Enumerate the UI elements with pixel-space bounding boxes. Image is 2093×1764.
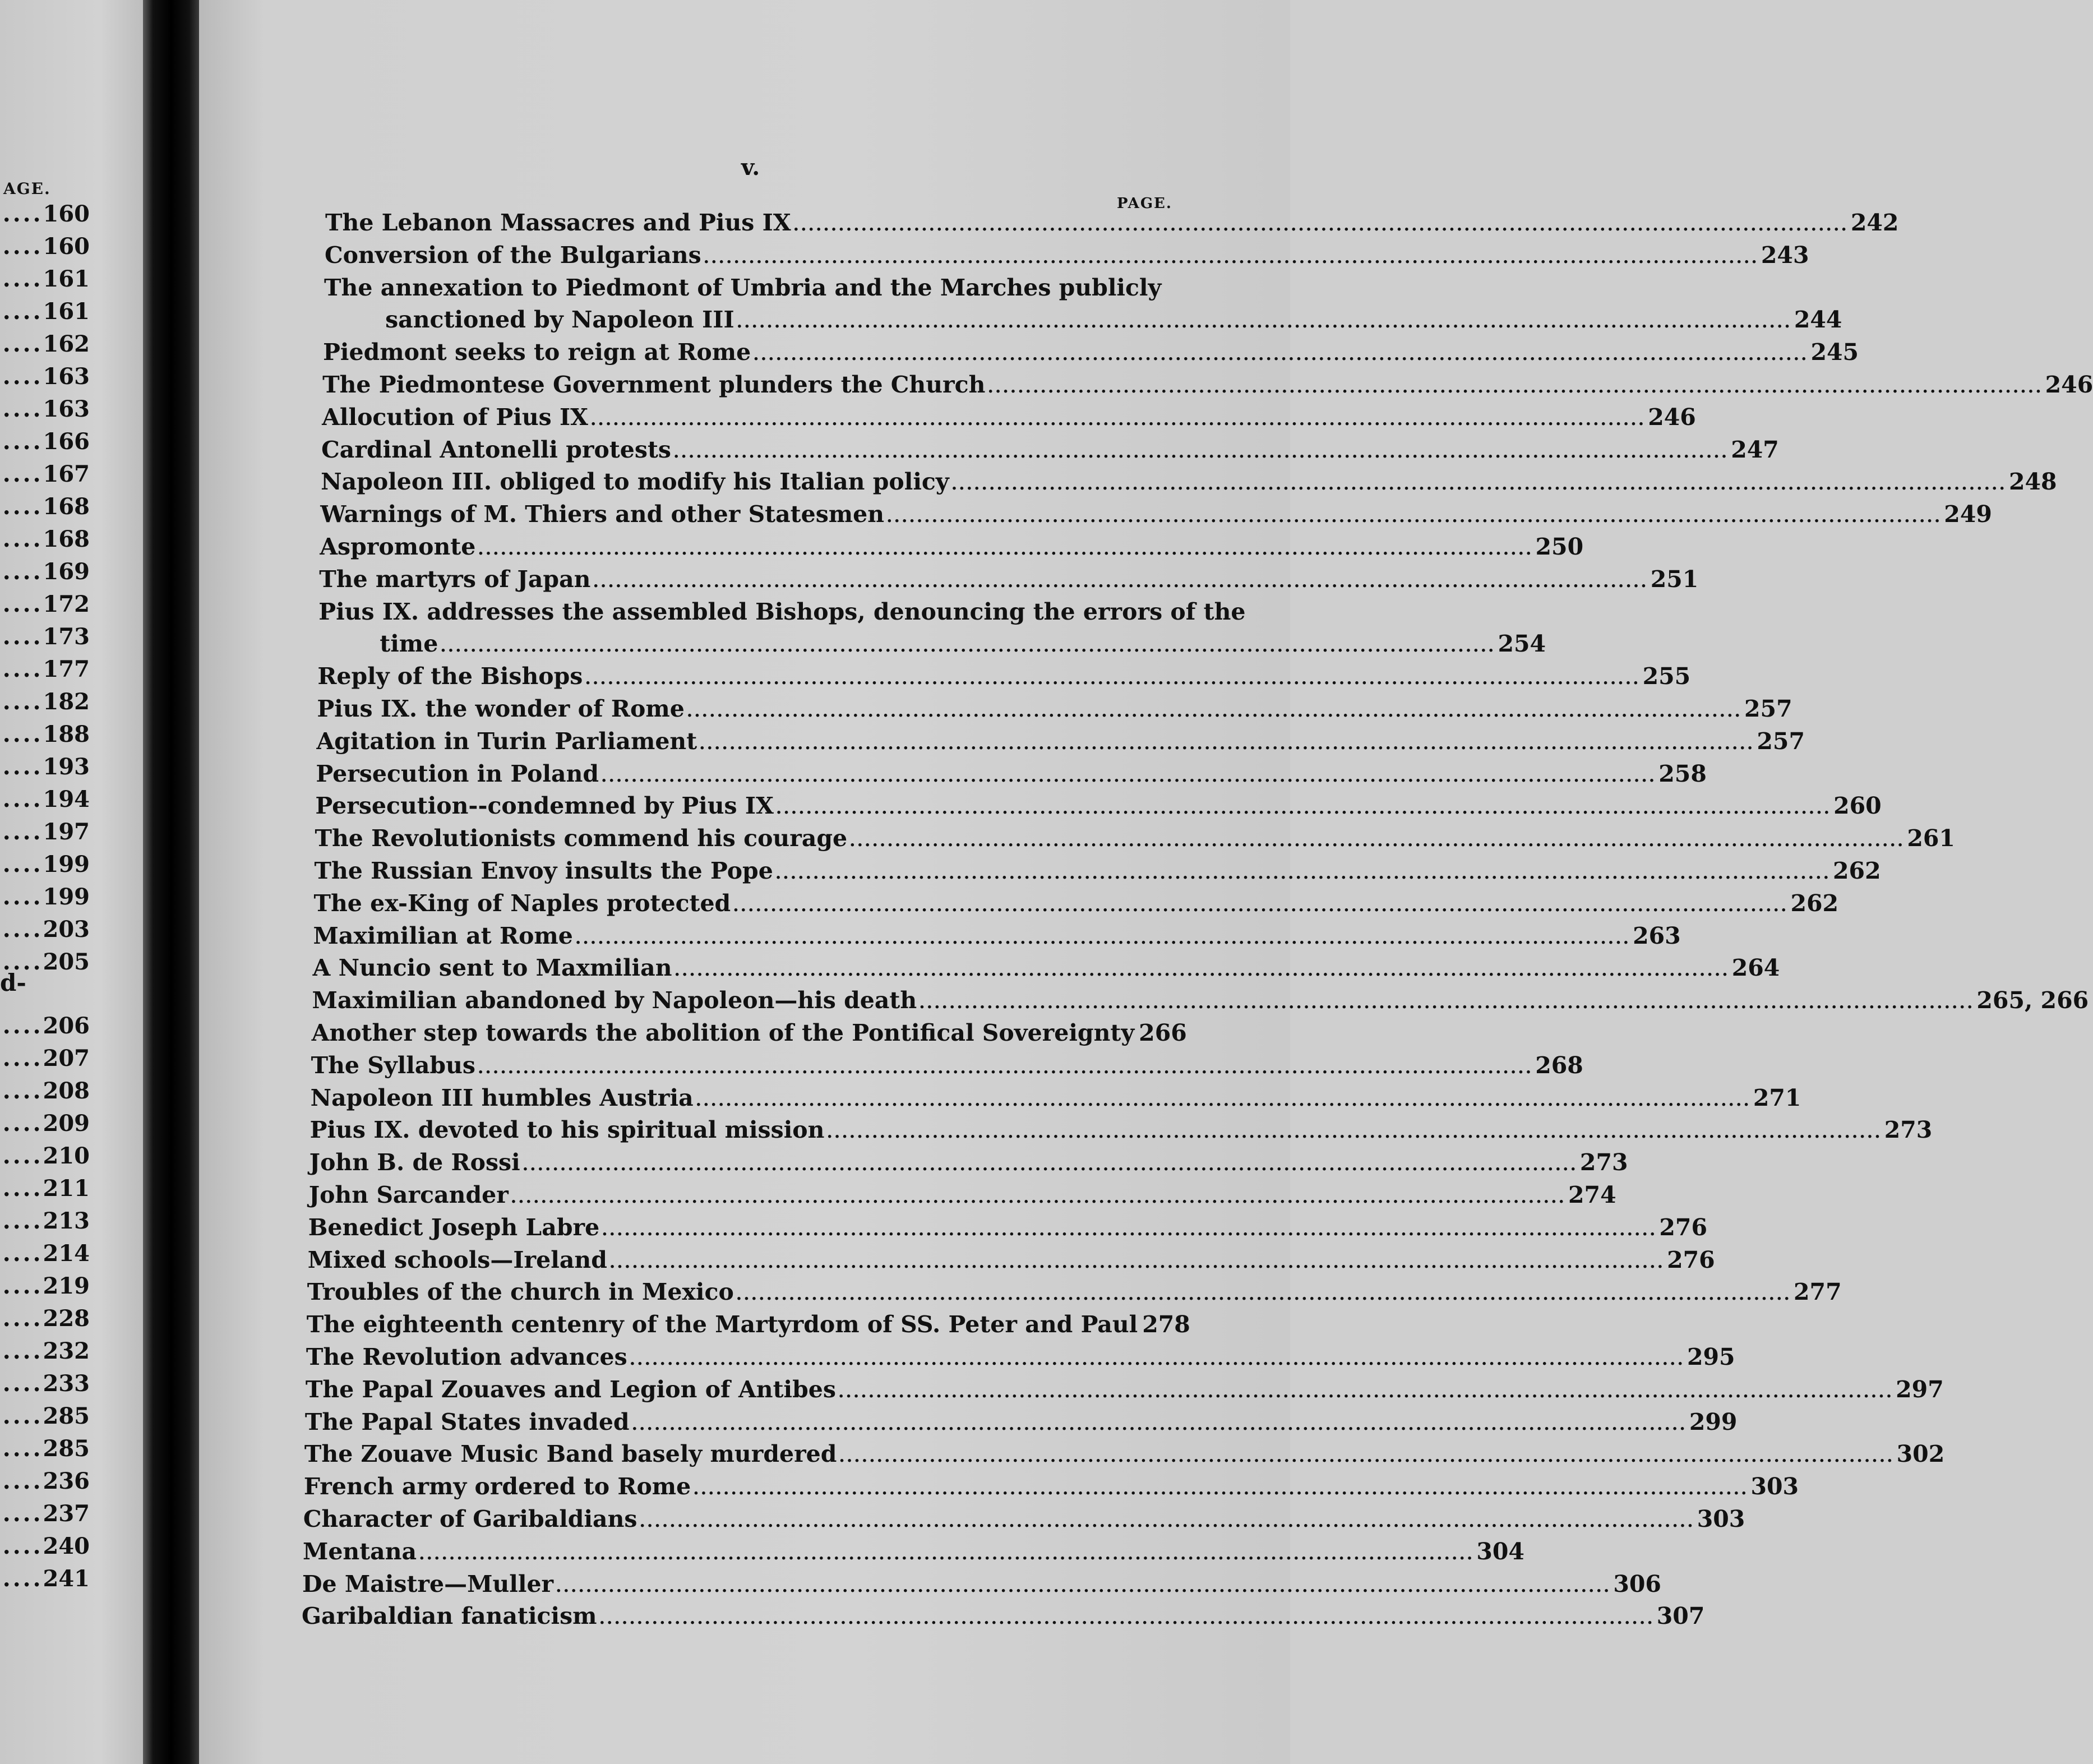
leader-dots: .... [2,461,43,487]
leader-dots: .... [2,1078,43,1104]
toc-entry-title: The Russian Envoy insults the Pope [314,857,773,884]
left-page-number [0,918,90,941]
leader-dots: ............................................................................................................................................ [609,1252,1665,1272]
leader-dots: .... [2,786,43,812]
toc-entry [315,792,1882,823]
leader-dots: ............................................................................................................................................ [839,1447,1895,1467]
page-number: 193 [43,754,90,780]
leader-dots: .... [2,233,43,260]
leader-dots: ............................................................................................................................................ [593,571,1648,592]
toc-page-number: 251 [1650,565,1699,593]
toc-page-number: 303 [1697,1506,1745,1532]
leader-dots: ............................................................................................................................................ [522,1155,1578,1175]
left-page-number [0,493,90,520]
toc-entry-title: A Nuncio sent to Maxmilian [312,954,672,982]
toc-page-number: 250 [1535,533,1584,560]
toc-entry-title: The Revolutionists commend his courage [315,825,848,852]
leader-dots: ............................................................................................................................................ [703,247,1759,267]
left-page-number [0,788,90,811]
toc-page-number: 262 [1833,857,1881,884]
page-number: 161 [43,266,90,292]
left-page-number [0,1080,90,1102]
toc-entry [317,662,1691,693]
toc-page-number: 299 [1689,1408,1738,1435]
toc-page-number: 254 [1498,630,1546,658]
toc-page-number: 273 [1884,1116,1933,1144]
toc-page-number: 257 [1744,695,1792,722]
toc-page-number: 277 [1794,1278,1842,1306]
toc-entry-title: Persecution in Poland [316,760,599,787]
toc-page-number: 271 [1753,1084,1801,1111]
toc-entry-title: The Syllabus [311,1051,475,1079]
toc-entry [322,371,2093,401]
page-number: 205 [43,949,90,975]
toc-page-number: 304 [1476,1537,1524,1565]
toc-entry-continuation: time [380,630,438,658]
toc-entry [309,1116,1933,1147]
toc-entry-title: French army ordered to Rome [303,1473,691,1500]
leader-dots: .... [2,1045,43,1072]
toc-page-number: 242 [1850,209,1899,236]
leader-dots: .... [2,396,43,422]
toc-entry [325,241,1809,272]
leader-dots: ............................................................................................................................................ [599,1609,1655,1629]
leader-dots: ............................................................................................................................................ [919,993,1975,1013]
leader-dots: ............................................................................................................................................ [440,636,1496,657]
left-page-number [0,821,90,843]
toc-entry-title: Pius IX. the wonder of Rome [317,695,685,722]
toc-entry-title: The Papal Zouaves and Legion of Antibes [305,1375,836,1403]
left-page-number [0,1305,90,1332]
left-page-number [0,1405,90,1428]
toc-entry [302,1537,1524,1568]
leader-dots: .... [2,1208,43,1234]
toc-entry [322,403,1696,434]
left-page-number [0,268,90,290]
page-number: 162 [43,331,90,357]
toc-entry-title: John B. de Rossi [309,1149,520,1176]
toc-entry-title: The Revolution advances [306,1343,627,1370]
toc-entry-title: Mentana [302,1537,417,1565]
toc-entry [305,1375,1944,1406]
leader-dots: .... [2,266,43,292]
leader-dots: .... [2,331,43,357]
toc-page-number: 246 [2045,371,2093,398]
toc-entry [315,824,1955,855]
toc-entry-title: Napoleon III. obliged to modify his Italian policy [321,468,949,496]
toc-entry [311,1051,1583,1082]
page-number: 285 [43,1435,90,1462]
page-number: 199 [43,851,90,878]
left-page-number [0,1177,90,1200]
page-column-label: PAGE. [1117,195,1172,212]
page-number: 168 [43,493,90,520]
toc-entry-title: Character of Garibaldians [303,1506,637,1532]
toc-page-number: 246 [1648,403,1696,431]
leader-dots: ............................................................................................................................................ [590,409,1646,430]
leader-dots: ............................................................................................................................................ [849,831,1905,851]
leader-dots: .... [2,1500,43,1527]
toc-entry [325,209,1899,239]
left-page-number [0,1535,90,1558]
toc-page-number: 276 [1659,1213,1707,1241]
toc-entry [309,1148,1628,1179]
left-page-number [0,1568,90,1590]
toc-entry-title: The annexation to Piedmont of Umbria and the Marches publicly [324,274,1162,301]
toc-entry [321,468,2057,498]
page-number: 173 [43,624,90,650]
toc-page-number: 303 [1750,1473,1799,1500]
toc-page-number: 278 [1142,1311,1190,1338]
page-number: 199 [43,884,90,910]
toc-entry-title: Pius IX. addresses the assembled Bishops, denouncing the errors of the [318,598,1246,625]
toc-entry [314,857,1881,888]
leader-dots: .... [2,1435,43,1462]
page-numeral: v. [741,154,760,181]
page-number: 233 [43,1370,90,1397]
left-page-number [0,853,90,876]
toc-page-number: 257 [1757,727,1805,755]
left-page-number [0,333,90,355]
leader-dots: ............................................................................................................................................ [629,1350,1685,1369]
page-number: 285 [43,1403,90,1429]
toc-page-number: 263 [1633,922,1681,949]
toc-entry-title: Reply of the Bishops [317,663,583,690]
leader-dots: ............................................................................................................................................ [673,442,1729,462]
toc-entry-title: Garibaldian fanaticism [302,1603,597,1630]
page-number: 208 [43,1078,90,1104]
toc-entry-title: Conversion of the Bulgarians [325,241,701,269]
page-number: 163 [43,396,90,422]
toc-entry-title: Pius IX. devoted to his spiritual mission [309,1116,825,1144]
left-page-number [0,1015,90,1037]
page-number: 203 [43,916,90,943]
page-number: 177 [43,656,90,682]
leader-dots: .... [2,493,43,520]
leader-dots: .... [2,689,43,715]
toc-entry [380,630,1546,661]
page-number: 169 [43,558,90,585]
left-page-number [0,1500,90,1527]
toc-entry-title: The eighteenth centenry of the Martyrdom of SS. Peter and Paul [306,1311,1138,1338]
page-number: 163 [43,363,90,390]
toc-page-number: 274 [1568,1181,1616,1208]
page-number: 168 [43,526,90,552]
left-page-number [0,428,90,455]
toc-entry-title: The martyrs of Japan [319,565,591,593]
leader-dots: .... [2,298,43,325]
leader-dots: .... [2,558,43,585]
page-number: 160 [43,233,90,260]
left-page-number [0,593,90,616]
leader-dots: .... [2,884,43,910]
toc-entry [316,760,1707,791]
toc-entry-title: Maximilian abandoned by Napoleon—his death [312,987,917,1014]
page-number: 206 [43,1013,90,1039]
leader-dots: .... [2,819,43,845]
toc-entry-title: The ex-King of Naples protected [313,889,731,917]
toc-page-number: 261 [1907,825,1955,852]
toc-entry [303,1505,1745,1536]
page-number: 166 [43,428,90,455]
leader-dots: ............................................................................................................................................ [575,928,1631,948]
left-page-number [0,1275,90,1297]
toc-entry [313,922,1681,953]
page-number: 182 [43,689,90,715]
leader-dots: .... [2,1110,43,1137]
leader-dots: .... [2,754,43,780]
leader-dots: ............................................................................................................................................ [793,215,1849,235]
leader-dots: .... [2,1143,43,1169]
leader-dots: .... [2,526,43,552]
toc-entry-continuation: sanctioned by Napoleon III [385,306,734,334]
left-page-number [0,723,90,746]
page-number: 209 [43,1110,90,1137]
left-page-number [0,1470,90,1493]
leader-dots: .... [2,1305,43,1332]
left-page-number [0,235,90,258]
toc-entry-title: De Maistre—Muller [302,1570,554,1597]
leader-dots: .... [2,1566,43,1592]
left-page-number [0,298,90,325]
left-page-number [0,463,90,486]
leader-dots: .... [2,1533,43,1559]
left-page-number [0,1210,90,1232]
page-number: 228 [43,1305,90,1332]
toc-entry [307,1278,1842,1309]
page-number: 211 [43,1175,90,1202]
leader-dots: ............................................................................................................................................ [674,960,1730,981]
page-number: 188 [43,721,90,747]
toc-entry-title: Cardinal Antonelli protests [321,436,671,463]
toc-entry [306,1343,1735,1374]
leader-dots: .... [2,1273,43,1299]
toc-entry [308,1181,1616,1212]
leader-dots: ............................................................................................................................................ [556,1576,1611,1596]
page-number: 240 [43,1533,90,1559]
leader-dots: ............................................................................................................................................ [631,1414,1687,1434]
page-number: 210 [43,1143,90,1169]
toc-page-number: 260 [1833,792,1882,820]
toc-page-number: 245 [1810,339,1859,366]
left-page-number [0,1112,90,1135]
leader-dots: ............................................................................................................................................ [775,798,1832,819]
toc-entry [302,1570,1661,1601]
page-number: 236 [43,1468,90,1494]
left-page-number [0,691,90,713]
left-page-number [0,756,90,778]
toc-entry-title: Another step towards the abolition of the Pontifical Sovereignty [311,1019,1135,1046]
toc-entry [304,1408,1738,1439]
toc-entry-title: Allocution of Pius IX [322,403,588,431]
toc-entry [312,986,2089,1017]
page-number: 161 [43,298,90,325]
leader-dots: ............................................................................................................................................ [775,863,1831,883]
page-number: 232 [43,1338,90,1364]
left-page-number [0,558,90,585]
leader-dots: .... [2,1175,43,1202]
leader-dots: .... [2,1370,43,1397]
leader-dots: ............................................................................................................................................ [602,1220,1657,1240]
toc-page-number: 264 [1731,954,1780,982]
left-page-number [0,886,90,908]
leader-dots: .... [2,591,43,617]
toc-entry [302,1602,1705,1633]
toc-entry-title: Benedict Joseph Labre [308,1213,600,1241]
leader-dots: .... [2,1013,43,1039]
left-page-hyphen-fragment: d- [0,969,26,996]
left-page-number [0,1240,90,1267]
leader-dots: ............................................................................................................................................ [478,539,1533,559]
leader-dots: ............................................................................................................................................ [886,507,1942,527]
leader-dots: .... [2,1403,43,1429]
leader-dots: .... [2,1240,43,1267]
toc-entry [306,1310,1190,1341]
toc-entry-title: Warnings of M. Thiers and other Statesmen [320,501,885,528]
leader-dots: ............................................................................................................................................ [695,1090,1751,1110]
toc-page-number: 297 [1896,1375,1944,1403]
toc-entry [319,565,1699,596]
toc-entry-title: Maximilian at Rome [313,922,573,949]
leader-dots: ............................................................................................................................................ [951,474,2007,495]
left-page-number [0,1340,90,1363]
toc-page-number: 243 [1761,241,1809,269]
toc-page-number: 249 [1944,501,1992,528]
left-page-number [0,1435,90,1462]
leader-dots: ............................................................................................................................................ [699,733,1755,754]
toc-entry [323,338,1859,369]
toc-page-number: 273 [1579,1149,1628,1176]
toc-page-number: 268 [1535,1051,1583,1079]
toc-entry-title: John Sarcander [308,1181,509,1208]
toc-entry [312,954,1780,985]
page-number: 160 [43,201,90,227]
leader-dots: .... [2,624,43,650]
leader-dots: ............................................................................................................................................ [419,1544,1475,1564]
page-number: 207 [43,1045,90,1072]
toc-entry-title: Persecution--condemned by Pius IX [315,792,774,820]
toc-entry [304,1440,1945,1471]
leader-dots: ............................................................................................................................................ [510,1188,1567,1207]
leader-dots: ............................................................................................................................................ [826,1123,1882,1143]
leader-dots: .... [2,656,43,682]
leader-dots: .... [2,363,43,390]
toc-entry [311,1019,1187,1050]
left-page-number [0,203,90,225]
leader-dots: ............................................................................................................................................ [838,1382,1894,1402]
leader-dots: ............................................................................................................................................ [639,1512,1695,1531]
toc-entry-title: The Lebanon Massacres and Pius IX [325,209,791,236]
book-gutter [143,0,199,1764]
leader-dots: .... [2,916,43,943]
toc-page-number: 247 [1731,436,1779,463]
left-page-number [0,1047,90,1070]
left-page-number [0,658,90,681]
leader-dots: ............................................................................................................................................ [686,701,1743,721]
toc-page-number: 262 [1790,889,1839,917]
toc-page-number: 307 [1656,1603,1705,1630]
toc-entry-title: Aspromonte [320,533,476,560]
leader-dots: ............................................................................................................................................ [585,669,1641,689]
toc-entry [320,500,1992,531]
leader-dots: .... [2,428,43,455]
toc-entry [313,889,1839,920]
page-number: 219 [43,1273,90,1299]
toc-entry [308,1213,1707,1244]
toc-page-number: 266 [1139,1019,1187,1046]
left-page-fragment [0,0,143,1764]
toc-page-number: 276 [1667,1246,1715,1273]
page-number: 241 [43,1566,90,1592]
toc-entry [385,306,1842,336]
leader-dots: .... [2,851,43,878]
left-page-number [0,1145,90,1167]
left-page-header: AGE. [3,179,51,198]
toc-entry [320,533,1584,564]
leader-dots: .... [2,1468,43,1494]
toc-entry-title: The Zouave Music Band basely murdered [304,1440,837,1468]
toc-entry [321,436,1779,467]
toc-entry-title: The Papal States invaded [304,1408,630,1435]
page-number: 167 [43,461,90,487]
toc-entry [307,1246,1715,1277]
left-page-number [0,1370,90,1397]
leader-dots: ............................................................................................................................................ [693,1479,1749,1499]
leader-dots: ............................................................................................................................................ [987,377,2043,397]
toc-entry-title: The Piedmontese Government plunders the Church [322,371,986,398]
toc-page-number: 302 [1896,1440,1945,1468]
left-page-number [0,398,90,421]
page-number: 172 [43,591,90,617]
toc-entry [317,695,1792,726]
leader-dots: .... [2,1338,43,1364]
toc-entry-title: Napoleon III humbles Austria [310,1084,694,1111]
toc-page-number: 258 [1658,760,1707,787]
page-number: 237 [43,1500,90,1527]
toc-entry-title: Mixed schools—Ireland [307,1246,607,1273]
leader-dots: ............................................................................................................................................ [601,766,1657,786]
toc-entry [310,1084,1801,1115]
toc-page-number: 255 [1642,663,1691,690]
toc-entry-title: Troubles of the church in Mexico [307,1278,734,1306]
toc-entry [303,1472,1799,1503]
toc-page-number: 295 [1687,1343,1735,1370]
page-number: 197 [43,819,90,845]
page-number: 194 [43,786,90,812]
page-number: 214 [43,1240,90,1267]
toc-entry-title: Agitation in Turin Parliament [316,727,697,755]
leader-dots: .... [2,201,43,227]
leader-dots: ............................................................................................................................................ [733,895,1789,916]
leader-dots: ............................................................................................................................................ [736,1285,1792,1305]
toc-page-number: 244 [1794,306,1842,334]
leader-dots: .... [2,949,43,975]
toc-entry-title: Piedmont seeks to reign at Rome [323,339,751,366]
left-page-number [0,528,90,551]
toc-page-number: 265, 266 [1976,987,2089,1014]
leader-dots: ............................................................................................................................................ [753,345,1809,365]
toc-entry [316,727,1805,758]
page-number: 213 [43,1208,90,1234]
leader-dots: ............................................................................................................................................ [736,312,1792,333]
left-page-number [0,363,90,390]
toc-page-number: 248 [2008,468,2057,496]
toc-page-number: 306 [1613,1570,1661,1597]
leader-dots: .... [2,721,43,747]
left-page-number [0,626,90,648]
leader-dots: ............................................................................................................................................ [477,1058,1533,1078]
